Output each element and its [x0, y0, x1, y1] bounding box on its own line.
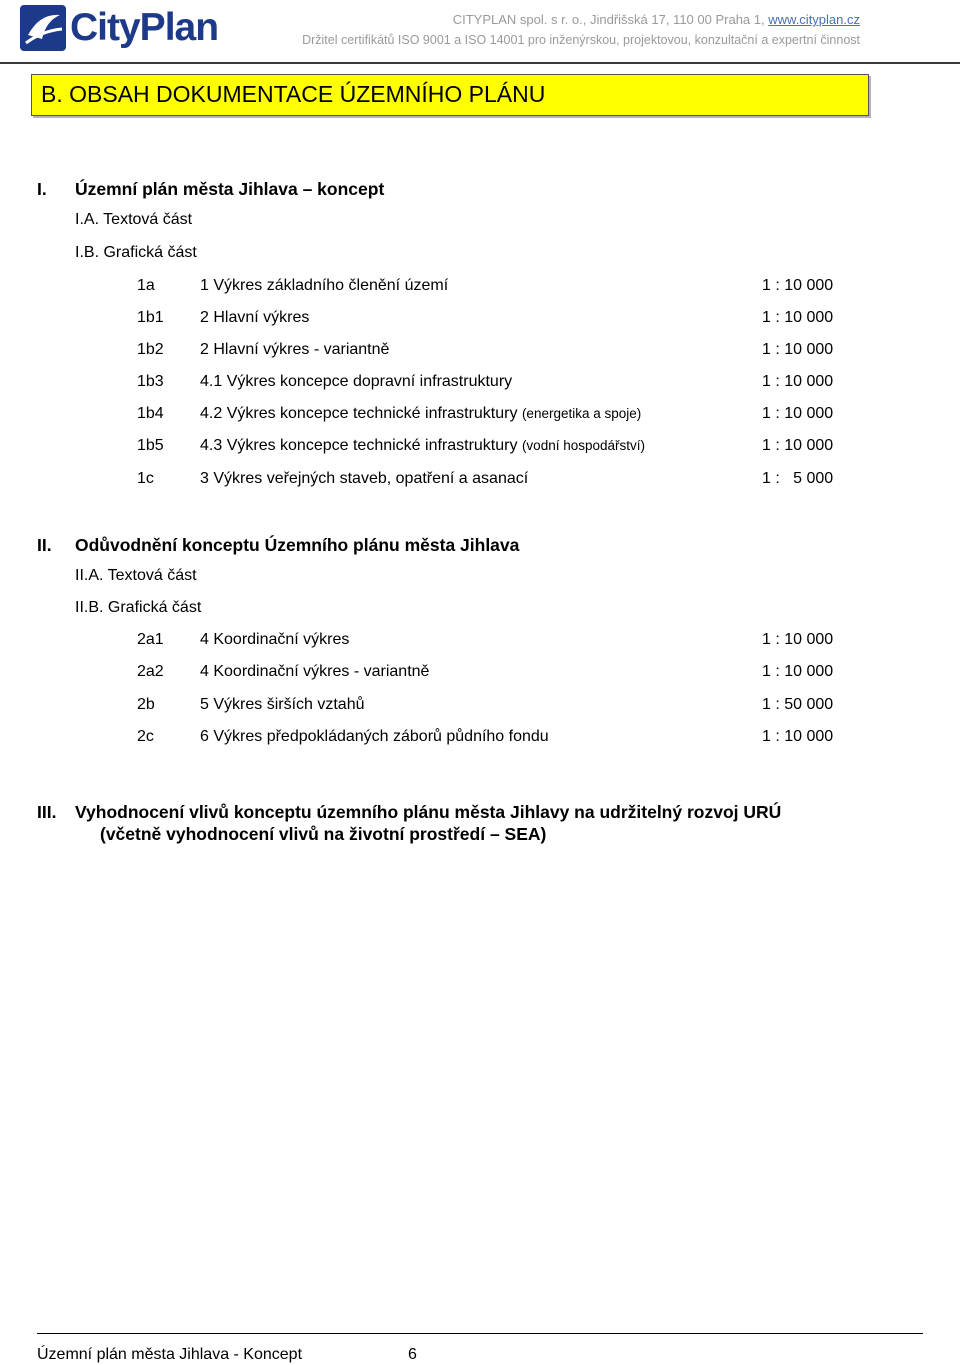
company-website-link[interactable]: www.cityplan.cz	[768, 12, 860, 27]
page-header	[0, 0, 960, 70]
section-banner	[31, 74, 869, 116]
drawing-scale: 1 : 10 000	[762, 309, 834, 326]
list-item	[0, 437, 960, 467]
drawing-code: 1b1	[137, 309, 164, 326]
drawing-name: 4.3 Výkres koncepce technické infrastruktury (vodní hospodářství)	[200, 437, 645, 454]
drawing-scale: 1 : 10 000	[762, 437, 834, 454]
part-2-text-section: II.A. Textová část	[75, 567, 197, 584]
drawing-scale: 1 : 5 000	[762, 470, 834, 487]
list-item	[0, 341, 960, 371]
company-address	[453, 12, 860, 27]
part-1-number: I.	[37, 179, 47, 199]
list-item	[0, 728, 960, 758]
drawing-code: 1c	[137, 470, 154, 487]
part-1-title: Územní plán města Jihlava – koncept	[75, 179, 385, 199]
drawing-code: 2a1	[137, 631, 164, 648]
drawing-name: 3 Výkres veřejných staveb, opatření a asanací	[200, 470, 529, 487]
drawing-code: 2b	[137, 696, 155, 713]
section-title: B. OBSAH DOKUMENTACE ÚZEMNÍHO PLÁNU	[41, 81, 546, 107]
drawing-code: 1b4	[137, 405, 164, 422]
company-logo	[20, 5, 218, 51]
list-item	[0, 470, 960, 500]
list-item	[0, 696, 960, 726]
part-2-graphic-section: II.B. Grafická část	[75, 599, 202, 616]
list-item	[0, 373, 960, 403]
drawing-name: 2 Hlavní výkres - variantně	[200, 341, 390, 358]
drawing-code: 1b2	[137, 341, 164, 358]
part-2-title: Odůvodnění konceptu Územního plánu města Jihlava	[75, 535, 520, 555]
drawing-code: 1a	[137, 277, 155, 294]
drawing-note: (energetika a spoje)	[521, 406, 642, 421]
header-divider	[0, 62, 960, 64]
drawing-name: 4.1 Výkres koncepce dopravní infrastruktury	[200, 373, 513, 390]
drawing-name: 4 Koordinační výkres - variantně	[200, 663, 430, 680]
drawing-scale: 1 : 10 000	[762, 341, 834, 358]
drawing-name: 5 Výkres širších vztahů	[200, 696, 365, 713]
part-1-text-section: I.A. Textová část	[75, 211, 193, 228]
part-1-graphic-section: I.B. Grafická část	[75, 244, 197, 261]
list-item	[0, 277, 960, 307]
list-item	[0, 631, 960, 661]
cityplan-logo-icon	[20, 5, 66, 51]
drawing-name: 4 Koordinační výkres	[200, 631, 350, 648]
list-item	[0, 405, 960, 435]
drawing-code: 2c	[137, 728, 154, 745]
certification-line: Držitel certifikátů ISO 9001 a ISO 14001 pro inženýrskou, projektovou, konzultační a expertní činnost	[302, 33, 860, 47]
drawing-name: 2 Hlavní výkres	[200, 309, 310, 326]
part-2-number: II.	[37, 535, 52, 555]
drawing-scale: 1 : 10 000	[762, 373, 834, 390]
drawing-scale: 1 : 10 000	[762, 728, 834, 745]
list-item	[0, 309, 960, 339]
footer-document-name: Územní plán města Jihlava - Koncept	[37, 1346, 303, 1363]
part-3-title-line2: (včetně vyhodnocení vlivů na životní prostředí – SEA)	[100, 824, 547, 844]
drawing-name: 1 Výkres základního členění území	[200, 277, 449, 294]
logo-text: CityPlan	[70, 6, 219, 49]
drawing-code: 1b5	[137, 437, 164, 454]
drawing-scale: 1 : 10 000	[762, 277, 834, 294]
drawing-scale: 1 : 10 000	[762, 631, 834, 648]
page-number: 6	[408, 1346, 417, 1363]
drawing-name: 6 Výkres předpokládaných záborů půdního fondu	[200, 728, 549, 745]
list-item	[0, 663, 960, 693]
drawing-scale: 1 : 50 000	[762, 696, 834, 713]
footer-divider	[37, 1333, 923, 1334]
drawing-note: (vodní hospodářství)	[521, 438, 645, 453]
drawing-code: 1b3	[137, 373, 164, 390]
drawing-scale: 1 : 10 000	[762, 405, 834, 422]
drawing-name: 4.2 Výkres koncepce technické infrastruktury (energetika a spoje)	[200, 405, 642, 422]
drawing-scale: 1 : 10 000	[762, 663, 834, 680]
part-3-number: III.	[37, 802, 57, 822]
drawing-code: 2a2	[137, 663, 164, 680]
company-line: CITYPLAN spol. s r. o., Jindřišská 17, 110 00 Praha 1,	[452, 12, 765, 27]
part-3-title-line1: Vyhodnocení vlivů konceptu územního plánu města Jihlavy na udržitelný rozvoj URÚ	[75, 802, 782, 822]
